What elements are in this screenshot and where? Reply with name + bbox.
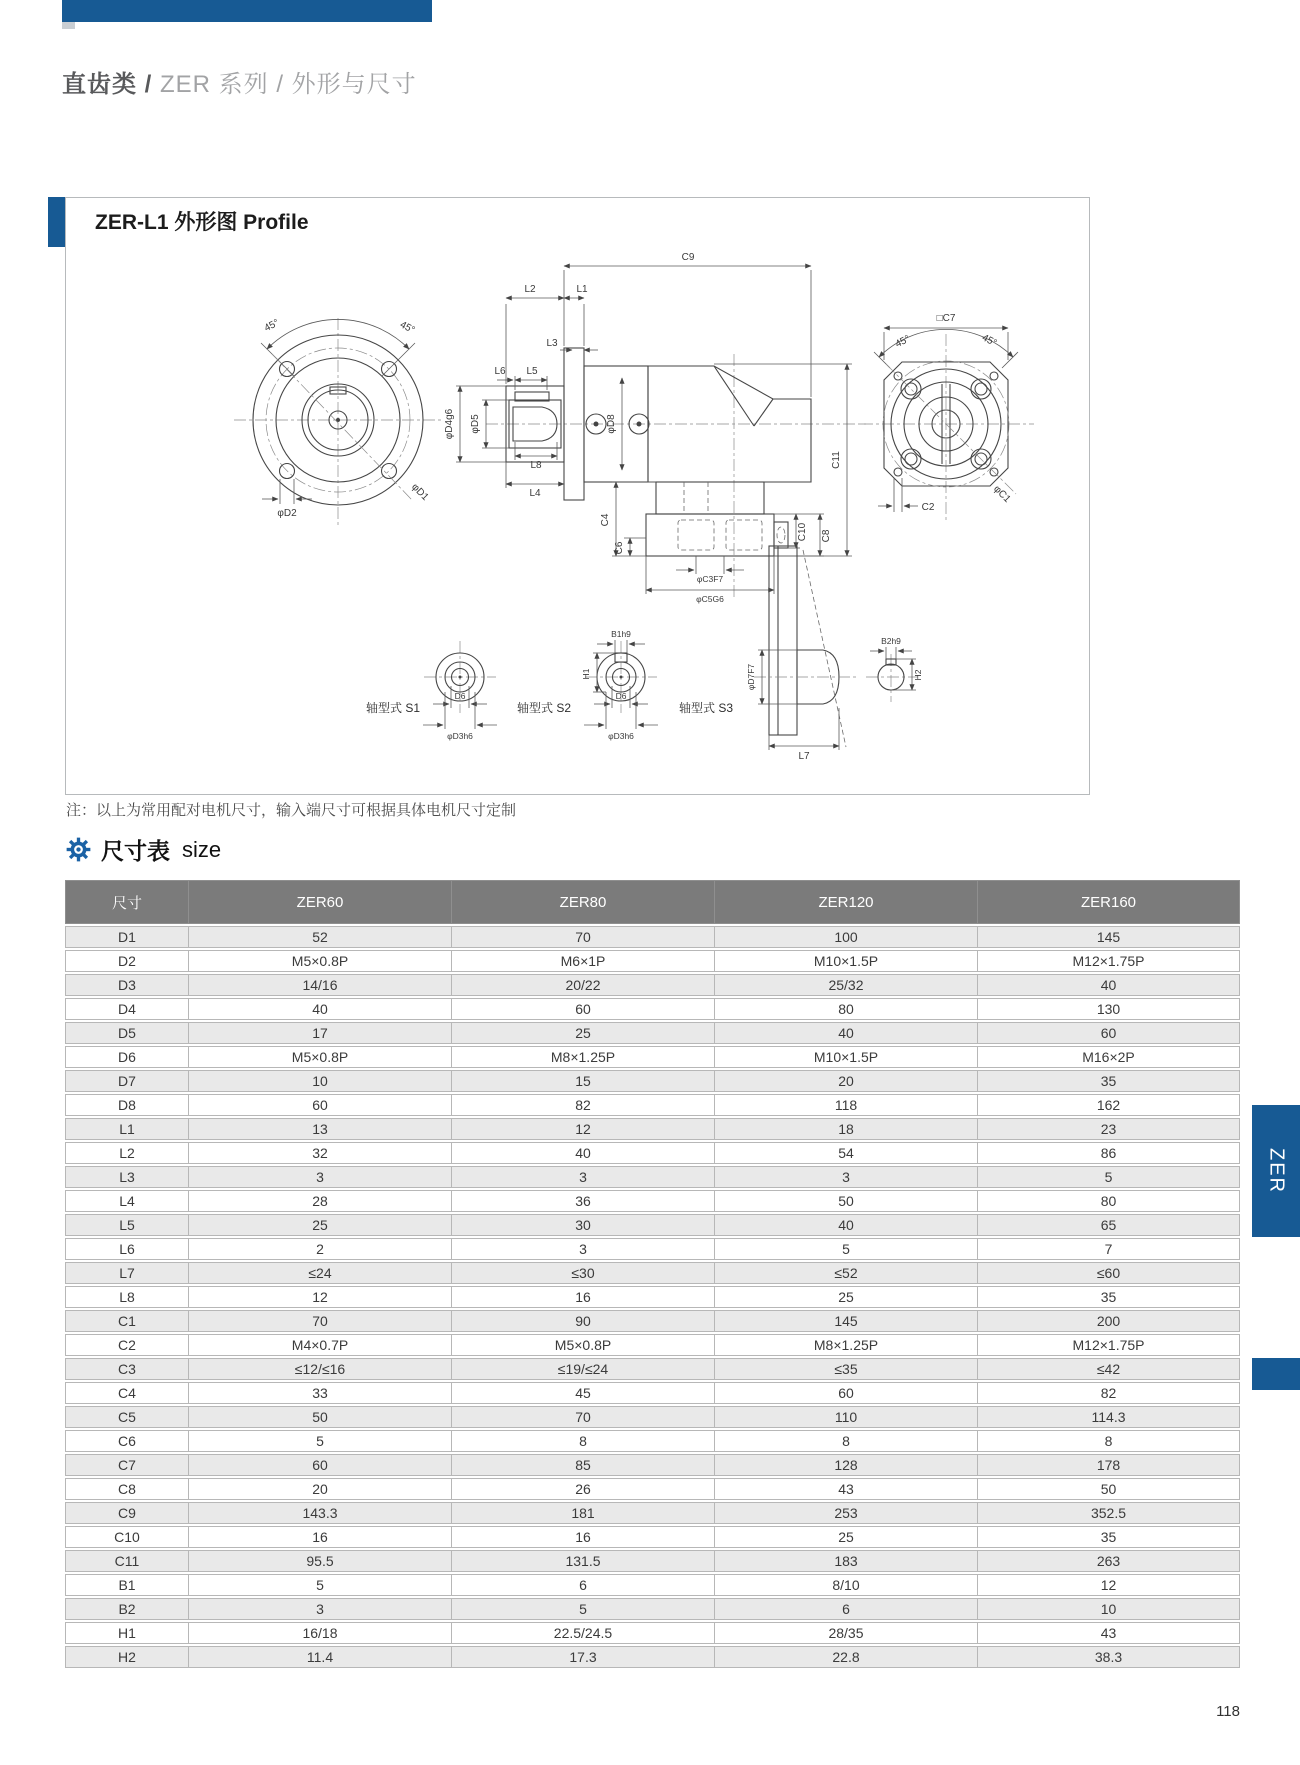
dim-value-cell: 33 [189,1382,452,1404]
dim-value-cell: ≤24 [189,1262,452,1284]
table-row [65,1214,1240,1236]
dim-value-cell: 145 [715,1310,978,1332]
table-row [65,1454,1240,1476]
dim-code-cell: L4 [65,1190,189,1212]
dim-value-cell: 70 [189,1310,452,1332]
dim-value-cell: 8 [978,1430,1240,1452]
dim-value-cell: 263 [978,1550,1240,1572]
dim-code-cell: D2 [65,950,189,972]
dim-value-cell: M12×1.75P [978,1334,1240,1356]
dim-label-l7: L7 [798,751,810,762]
dim-label-phi-d8: φD8 [606,414,617,434]
table-row [65,1190,1240,1212]
dim-value-cell: M6×1P [452,950,715,972]
dim-value-cell: 5 [452,1598,715,1620]
table-row [65,1406,1240,1428]
breadcrumb-category: 直齿类 / [62,71,153,98]
dim-value-cell: ≤12/≤16 [189,1358,452,1380]
dim-value-cell: 12 [189,1286,452,1308]
dim-value-cell: 6 [452,1574,715,1596]
dim-label-l1: L1 [576,284,588,295]
dim-value-cell: 43 [715,1478,978,1500]
dim-value-cell: ≤42 [978,1358,1240,1380]
dim-value-cell: 22.5/24.5 [452,1622,715,1644]
dim-value-cell: 128 [715,1454,978,1476]
table-row [65,1334,1240,1356]
breadcrumb [62,64,417,99]
dim-value-cell: 60 [189,1454,452,1476]
dim-value-cell: 20 [189,1478,452,1500]
dim-value-cell: 25 [452,1022,715,1044]
dim-value-cell: 26 [452,1478,715,1500]
dim-value-cell: 50 [978,1478,1240,1500]
dim-value-cell: 130 [978,998,1240,1020]
dim-label-45-out-right: 45° [979,332,999,350]
dim-value-cell: M5×0.8P [189,1046,452,1068]
dim-value-cell: 200 [978,1310,1240,1332]
dim-code-cell: D6 [65,1046,189,1068]
dim-label-b1h9: B1h9 [611,629,631,639]
top-accent-bar [62,0,432,22]
table-row [65,998,1240,1020]
column-header: ZER120 [715,880,978,924]
dim-value-cell: 15 [452,1070,715,1092]
table-row [65,1382,1240,1404]
dim-value-cell: 8 [715,1430,978,1452]
dim-value-cell: 40 [978,974,1240,996]
dim-label-c2: C2 [921,502,935,513]
technical-drawing [66,198,1089,794]
table-row [65,1166,1240,1188]
dim-code-cell: C9 [65,1502,189,1524]
dim-label-l5: L5 [526,366,538,377]
dim-code-cell: H2 [65,1646,189,1668]
dim-label-45-right: 45° [397,319,417,337]
dim-value-cell: 118 [715,1094,978,1116]
dim-label-b2h9: B2h9 [881,636,901,646]
column-header: ZER60 [189,880,452,924]
dim-value-cell: 12 [452,1118,715,1140]
dim-value-cell: 5 [189,1574,452,1596]
table-row [65,1478,1240,1500]
dim-code-cell: B1 [65,1574,189,1596]
dim-value-cell: 50 [715,1190,978,1212]
dim-value-cell: 145 [978,926,1240,948]
dim-value-cell: M5×0.8P [452,1334,715,1356]
table-row [65,1646,1240,1668]
dim-value-cell: 36 [452,1190,715,1212]
table-row [65,926,1240,948]
dim-value-cell: 35 [978,1526,1240,1548]
dim-value-cell: 40 [452,1142,715,1164]
dim-value-cell: 16 [452,1286,715,1308]
dim-label-l3: L3 [546,338,558,349]
dim-value-cell: 8 [452,1430,715,1452]
dim-code-cell: D1 [65,926,189,948]
table-row [65,1262,1240,1284]
dim-label-d6-s2: D6 [615,691,627,701]
dim-value-cell: 30 [452,1214,715,1236]
dim-label-l4: L4 [529,488,541,499]
dim-value-cell: M8×1.25P [715,1334,978,1356]
dim-value-cell: 35 [978,1286,1240,1308]
note-text: 注：以上为常用配对电机尺寸，输入端尺寸可根据具体电机尺寸定制 [66,802,517,819]
dim-value-cell: 5 [189,1430,452,1452]
dim-code-cell: D7 [65,1070,189,1092]
dim-value-cell: 3 [715,1166,978,1188]
dim-value-cell: 131.5 [452,1550,715,1572]
dim-value-cell: 54 [715,1142,978,1164]
dim-value-cell: 14/16 [189,974,452,996]
dim-value-cell: 35 [978,1070,1240,1092]
dim-value-cell: 3 [452,1238,715,1260]
table-row [65,950,1240,972]
dim-value-cell: 100 [715,926,978,948]
dim-value-cell: 5 [978,1166,1240,1188]
shaft-s3-label: 轴型式 S3 [678,701,734,715]
size-table-head [65,880,1240,924]
dim-value-cell: 45 [452,1382,715,1404]
dim-label-l6: L6 [494,366,506,377]
dim-value-cell: 143.3 [189,1502,452,1524]
dim-value-cell: 32 [189,1142,452,1164]
column-header: ZER160 [978,880,1240,924]
dim-code-cell: C7 [65,1454,189,1476]
table-row [65,1550,1240,1572]
dim-code-cell: D8 [65,1094,189,1116]
dim-code-cell: L2 [65,1142,189,1164]
dim-value-cell: 70 [452,1406,715,1428]
dim-label-45-left: 45° [262,317,282,335]
dim-value-cell: 38.3 [978,1646,1240,1668]
shaft-type-s2-view [517,629,658,741]
dim-value-cell: 16 [452,1526,715,1548]
dim-label-c10: C10 [797,522,808,542]
size-table [65,878,1240,1670]
dim-label-phi-d2: φD2 [277,508,297,519]
table-row [65,1286,1240,1308]
dim-value-cell: 20/22 [452,974,715,996]
table-row [65,1430,1240,1452]
gearbox-side-view [444,252,866,604]
dim-value-cell: 25/32 [715,974,978,996]
dim-value-cell: 12 [978,1574,1240,1596]
dim-value-cell: ≤35 [715,1358,978,1380]
dim-label-d6-s1: D6 [454,691,466,701]
page-number: 118 [1216,1703,1240,1720]
table-row [65,974,1240,996]
dim-value-cell: 7 [978,1238,1240,1260]
dim-value-cell: 40 [715,1022,978,1044]
top-accent-bar-fold [62,22,75,29]
column-header: 尺寸 [65,880,189,924]
profile-drawing-panel [65,197,1090,795]
dim-code-cell: C6 [65,1430,189,1452]
dim-label-c6: C6 [614,541,625,555]
table-row [65,1502,1240,1524]
series-side-tab: ZER [1252,1105,1300,1237]
series-side-tab-mini [1252,1358,1300,1390]
table-row [65,1022,1240,1044]
dim-value-cell: M16×2P [978,1046,1240,1068]
breadcrumb-path: ZER 系列 / 外形与尺寸 [152,71,417,98]
table-row [65,1094,1240,1116]
dim-value-cell: 43 [978,1622,1240,1644]
dim-value-cell: 22.8 [715,1646,978,1668]
shaft-s1-label: 轴型式 S1 [365,701,421,715]
table-row [65,1070,1240,1092]
dim-code-cell: C10 [65,1526,189,1548]
table-row [65,1046,1240,1068]
dim-value-cell: 28 [189,1190,452,1212]
dim-value-cell: 95.5 [189,1550,452,1572]
dim-value-cell: 3 [189,1598,452,1620]
dim-label-h1: H1 [581,668,591,680]
dim-value-cell: 16 [189,1526,452,1548]
dim-value-cell: 18 [715,1118,978,1140]
table-row [65,1622,1240,1644]
gear-icon [66,837,91,862]
dim-value-cell: 80 [715,998,978,1020]
input-flange-front-view [234,317,442,526]
dim-value-cell: 178 [978,1454,1240,1476]
dim-value-cell: 16/18 [189,1622,452,1644]
dim-value-cell: 50 [189,1406,452,1428]
dim-code-cell: C5 [65,1406,189,1428]
dim-label-square-c7: □C7 [936,313,956,324]
dim-value-cell: 90 [452,1310,715,1332]
column-header: ZER80 [452,880,715,924]
table-row [65,1358,1240,1380]
dim-value-cell: 60 [715,1382,978,1404]
dim-value-cell: 5 [715,1238,978,1260]
dim-value-cell: ≤60 [978,1262,1240,1284]
dim-value-cell: M12×1.75P [978,950,1240,972]
dim-code-cell: D3 [65,974,189,996]
shaft-type-s1-view [366,641,497,741]
dim-value-cell: 162 [978,1094,1240,1116]
dim-value-cell: 17.3 [452,1646,715,1668]
dim-value-cell: 13 [189,1118,452,1140]
dim-value-cell: 10 [978,1598,1240,1620]
table-row [65,1574,1240,1596]
dim-value-cell: 25 [715,1526,978,1548]
dim-value-cell: 25 [715,1286,978,1308]
dim-value-cell: 6 [715,1598,978,1620]
dim-value-cell: ≤52 [715,1262,978,1284]
dim-label-phi-c5g6: φC5G6 [696,594,724,604]
table-row [65,1598,1240,1620]
dim-label-l8: L8 [530,460,542,471]
dim-code-cell: C2 [65,1334,189,1356]
dim-code-cell: L5 [65,1214,189,1236]
dim-code-cell: C3 [65,1358,189,1380]
dim-code-cell: C11 [65,1550,189,1572]
size-section-header [66,833,221,866]
dim-value-cell: 10 [189,1070,452,1092]
dim-value-cell: 82 [452,1094,715,1116]
dim-value-cell: ≤30 [452,1262,715,1284]
dim-label-phi-c3f7: φC3F7 [696,574,724,584]
dim-code-cell: B2 [65,1598,189,1620]
dim-code-cell: C8 [65,1478,189,1500]
key-section-b2-view [866,636,923,702]
dim-label-l2: L2 [524,284,536,295]
dim-value-cell: 28/35 [715,1622,978,1644]
dim-code-cell: L1 [65,1118,189,1140]
dim-value-cell: 40 [189,998,452,1020]
dim-value-cell: 183 [715,1550,978,1572]
dim-value-cell: 52 [189,926,452,948]
dim-label-phi-d5: φD5 [470,414,481,434]
dim-label-phi-d3h6-s1: φD3h6 [447,731,473,741]
dim-code-cell: L3 [65,1166,189,1188]
dim-code-cell: C1 [65,1310,189,1332]
dim-label-45-out-left: 45° [893,333,913,351]
shaft-s2-label: 轴型式 S2 [516,701,572,715]
dim-value-cell: 85 [452,1454,715,1476]
table-row [65,1526,1240,1548]
dim-value-cell: M8×1.25P [452,1046,715,1068]
dim-value-cell: 2 [189,1238,452,1260]
dim-value-cell: 114.3 [978,1406,1240,1428]
dim-value-cell: 25 [189,1214,452,1236]
dim-value-cell: 70 [452,926,715,948]
dim-label-phi-d4g6: φD4g6 [444,408,455,440]
dim-value-cell: 352.5 [978,1502,1240,1524]
dim-value-cell: 17 [189,1022,452,1044]
header-row [65,880,1240,924]
dim-label-phi-d3h6-s2: φD3h6 [608,731,634,741]
dim-value-cell: M10×1.5P [715,950,978,972]
dim-code-cell: D5 [65,1022,189,1044]
dim-label-c11: C11 [831,451,842,469]
dim-value-cell: 11.4 [189,1646,452,1668]
size-table-body [65,926,1240,1668]
dim-value-cell: 82 [978,1382,1240,1404]
dim-value-cell: 8/10 [715,1574,978,1596]
table-row [65,1118,1240,1140]
dim-code-cell: H1 [65,1622,189,1644]
output-flange-front-view [861,313,1034,520]
dim-code-cell: L7 [65,1262,189,1284]
dim-code-cell: C4 [65,1382,189,1404]
dim-code-cell: L8 [65,1286,189,1308]
table-row [65,1238,1240,1260]
panel-title: ZER-L1 外形图 Profile [95,211,309,234]
dim-value-cell: 80 [978,1190,1240,1212]
dim-label-phi-c1: φC1 [991,483,1013,506]
dim-value-cell: 3 [189,1166,452,1188]
dim-value-cell: 60 [452,998,715,1020]
dim-label-c4: C4 [600,513,611,527]
dim-value-cell: M10×1.5P [715,1046,978,1068]
dim-label-h2: H2 [913,669,923,681]
table-row [65,1310,1240,1332]
panel-corner-tab [48,197,65,247]
dim-value-cell: 110 [715,1406,978,1428]
dim-code-cell: L6 [65,1238,189,1260]
dim-label-phi-d7f7: φD7F7 [746,663,756,691]
dim-value-cell: 3 [452,1166,715,1188]
dim-value-cell: 20 [715,1070,978,1092]
dim-value-cell: 40 [715,1214,978,1236]
dim-value-cell: M5×0.8P [189,950,452,972]
dim-label-c8: C8 [821,529,832,543]
size-section-title-en: size [182,836,222,862]
dim-label-phi-d1: φD1 [409,481,431,504]
dim-value-cell: 23 [978,1118,1240,1140]
dim-label-c9: C9 [681,252,695,263]
table-row [65,1142,1240,1164]
dim-code-cell: D4 [65,998,189,1020]
dim-value-cell: 86 [978,1142,1240,1164]
dim-value-cell: ≤19/≤24 [452,1358,715,1380]
dim-value-cell: 60 [189,1094,452,1116]
dim-value-cell: 65 [978,1214,1240,1236]
dim-value-cell: 60 [978,1022,1240,1044]
dim-value-cell: 181 [452,1502,715,1524]
size-section-title-zh: 尺寸表 [101,838,170,864]
dim-value-cell: 253 [715,1502,978,1524]
dim-value-cell: M4×0.7P [189,1334,452,1356]
